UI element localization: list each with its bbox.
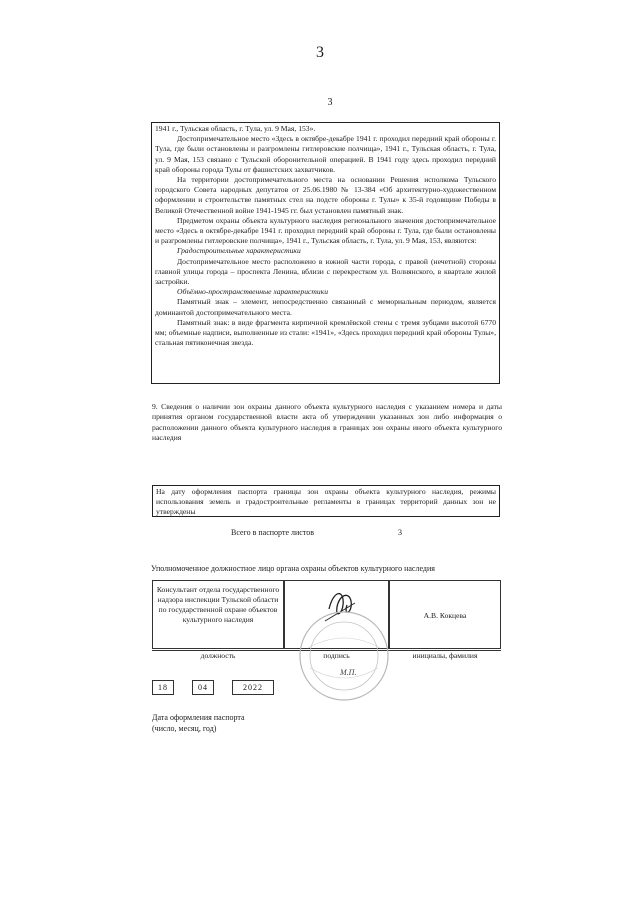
position-text: Консультант отдела государственного надзора инспекции Тульской области по государственной охране объектов культурного наследия — [156, 585, 280, 624]
subheading: Градостроительные характеристики — [177, 246, 301, 256]
initials-name: А.В. Кокцева — [423, 611, 467, 620]
seal-stamp — [296, 608, 392, 704]
paragraph: Памятный знак: в виде фрагмента кирпичной кремлёвской стены с тремя зубцами высотой 6770 мм; объемные надписи, выполненные из стали: «1941», «Здесь проходил передний край обороны Тулы», стальная пятиконечная звезда. — [155, 317, 496, 348]
seal-mp-label: М.П. — [340, 668, 357, 677]
date-day: 18 — [152, 680, 174, 695]
sheets-label: Всего в паспорте листов — [231, 528, 314, 537]
page-number: 3 — [316, 44, 324, 61]
initials-caption: инициалы, фамилия — [389, 650, 501, 660]
initials-cell — [389, 580, 501, 649]
zone-info-box: На дату оформления паспорта границы зон охраны объекта культурного наследия, режимы использования земель и градостроительные регламенты в границах территорий данных зон не утверждены — [152, 485, 500, 517]
paragraph: Памятный знак – элемент, непосредственно связанный с мемориальным периодом, является доминантой достопримечательного места. — [155, 297, 496, 317]
paragraph: 1941 г., Тульская область, г. Тула, ул. 9 Мая, 153». — [155, 124, 316, 133]
official-seal — [296, 608, 392, 704]
date-label-line2: (число, месяц, год) — [152, 724, 217, 733]
position-cell — [152, 580, 284, 649]
paragraph: Предметом охраны объекта культурного наследия регионального значения достопримечательное место «Здесь в октябре-декабре 1941 г. проходил передний край обороны г. Тула, где были остановлены и разгромлены гитлеровские полчища», 1941 г., Тульская область, г. Тула, ул. 9 Мая, 153, являются: — [155, 215, 496, 246]
date-label — [152, 712, 245, 734]
official-label: Уполномоченное должностное лицо органа охраны объектов культурного наследия — [151, 564, 435, 573]
signature-caption: подпись — [284, 650, 389, 660]
subheading: Объёмно-пространственные характеристики — [177, 287, 328, 297]
position-caption: должность — [152, 650, 284, 660]
date-label-line1: Дата оформления паспорта — [152, 713, 245, 722]
date-month: 04 — [192, 680, 214, 695]
paragraph: На территории достопримечательного места на основании Решения исполкома Тульского городского Совета народных депутатов от 25.06.1980 № 13-384 «Об архитектурно-художественном оформлении и строительстве памятных стел на подсте обороны г. Тулы» к 35-й годовщине Победы в Великой Отечественной войне 1941-1945 гг. был установлен памятный знак. — [155, 175, 496, 215]
paragraph: Достопримечательное место «Здесь в октябре-декабре 1941 г. проходил передний край обороны г. Тула, где были остановлены и разгромлены гитлеровские полчища», 1941 г., Тульская область, г. Тула, ул. 9 Мая, 153 связано с Тульской оборонительной операцией. В 1941 году здесь проходил передний край обороны города Тулы от фашистских захватчиков. — [155, 134, 496, 174]
paragraph: Достопримечательное место расположено в южной части города, с правой (нечетной) стороны главной улицы города – проспекта Ленина, вблизи с перекрестком ул. Волнянского, в квартале жилой застройки. — [155, 256, 496, 287]
section-9-heading: 9. Сведения о наличии зон охраны данного объекта культурного наследия с указанием номера и даты принятия органом государственной власти акта об утверждении указанных зон либо информация о расположении данного объекта культурного наследия в границах зон охраны иного объекта культурного наследия — [152, 402, 502, 442]
date-year: 2022 — [232, 680, 274, 695]
inner-page-number: 3 — [327, 97, 333, 108]
protection-subject-box — [151, 122, 500, 384]
sheets-count: 3 — [398, 528, 402, 537]
